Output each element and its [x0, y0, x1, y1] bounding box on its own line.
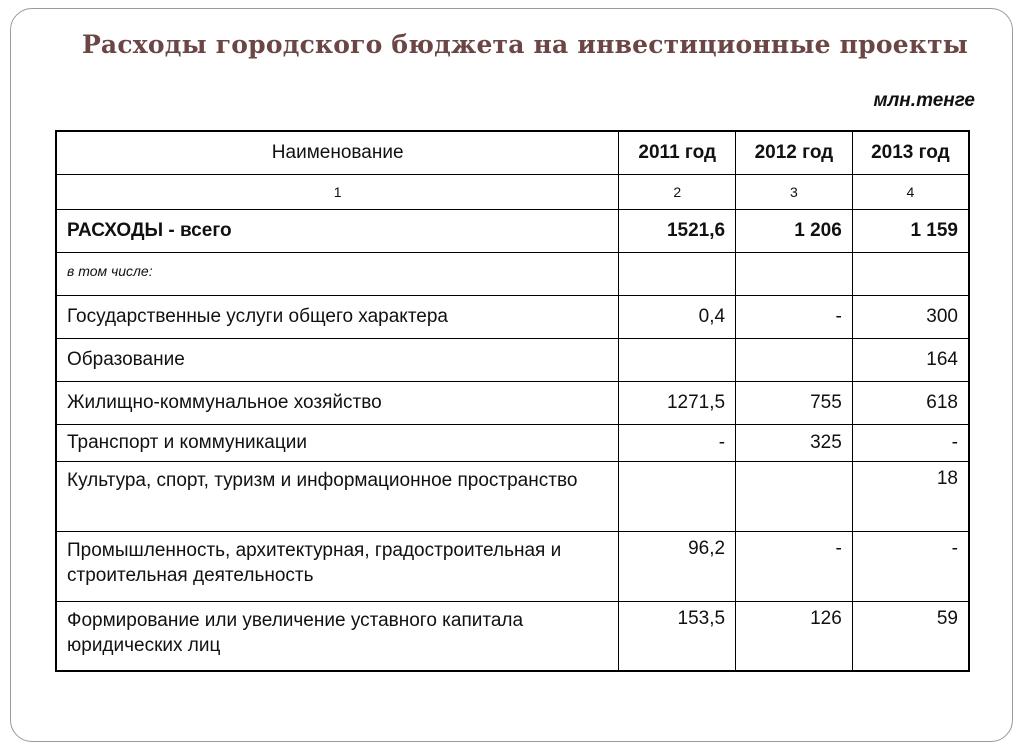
value-2011: 96,2	[619, 531, 736, 601]
empty-cell	[852, 252, 969, 295]
empty-cell	[736, 252, 853, 295]
header-2013: 2013 год	[852, 131, 969, 174]
value-2013: 300	[852, 295, 969, 338]
value-2012: 325	[736, 424, 853, 461]
table-row	[56, 601, 969, 671]
units-label: млн.тенге	[873, 90, 975, 111]
row-label: Государственные услуги общего характера	[56, 295, 619, 338]
index-cell: 4	[852, 174, 969, 209]
table-row	[56, 295, 969, 338]
value-2013: 618	[852, 381, 969, 424]
budget-table	[55, 130, 970, 672]
table-row	[56, 381, 969, 424]
value-2013: -	[852, 531, 969, 601]
total-2013: 1 159	[852, 209, 969, 252]
row-label: Культура, спорт, туризм и информационное пространство	[56, 461, 619, 531]
value-2012: 126	[736, 601, 853, 671]
row-label: Жилищно-коммунальное хозяйство	[56, 381, 619, 424]
row-label: Образование	[56, 338, 619, 381]
header-name: Наименование	[56, 131, 619, 174]
value-2012: 755	[736, 381, 853, 424]
table-row	[56, 531, 969, 601]
value-2011: -	[619, 424, 736, 461]
total-2012: 1 206	[736, 209, 853, 252]
row-label: Транспорт и коммуникации	[56, 424, 619, 461]
table-index-row	[56, 174, 969, 209]
index-cell: 3	[736, 174, 853, 209]
row-label: Промышленность, архитектурная, градостроительная и строительная деятельность	[56, 531, 619, 601]
table-row-including	[56, 252, 969, 295]
table-row-total	[56, 209, 969, 252]
value-2012: -	[736, 295, 853, 338]
value-2011: 153,5	[619, 601, 736, 671]
value-2013: 164	[852, 338, 969, 381]
row-label: Формирование или увеличение уставного капитала юридических лиц	[56, 601, 619, 671]
table-header-row	[56, 131, 969, 174]
value-2012: -	[736, 531, 853, 601]
including-label: в том числе:	[56, 252, 619, 295]
value-2013: 59	[852, 601, 969, 671]
index-cell: 1	[56, 174, 619, 209]
value-2011: 1271,5	[619, 381, 736, 424]
total-label: РАСХОДЫ - всего	[56, 209, 619, 252]
empty-cell	[619, 252, 736, 295]
value-2013: -	[852, 424, 969, 461]
value-2012	[736, 338, 853, 381]
value-2011	[619, 338, 736, 381]
value-2012	[736, 461, 853, 531]
table-row	[56, 424, 969, 461]
header-2011: 2011 год	[619, 131, 736, 174]
index-cell: 2	[619, 174, 736, 209]
value-2013: 18	[852, 461, 969, 531]
value-2011	[619, 461, 736, 531]
value-2011: 0,4	[619, 295, 736, 338]
total-2011: 1521,6	[619, 209, 736, 252]
table-row	[56, 461, 969, 531]
header-2012: 2012 год	[736, 131, 853, 174]
table-row	[56, 338, 969, 381]
slide-title: Расходы городского бюджета на инвестиционные проекты	[81, 30, 969, 59]
